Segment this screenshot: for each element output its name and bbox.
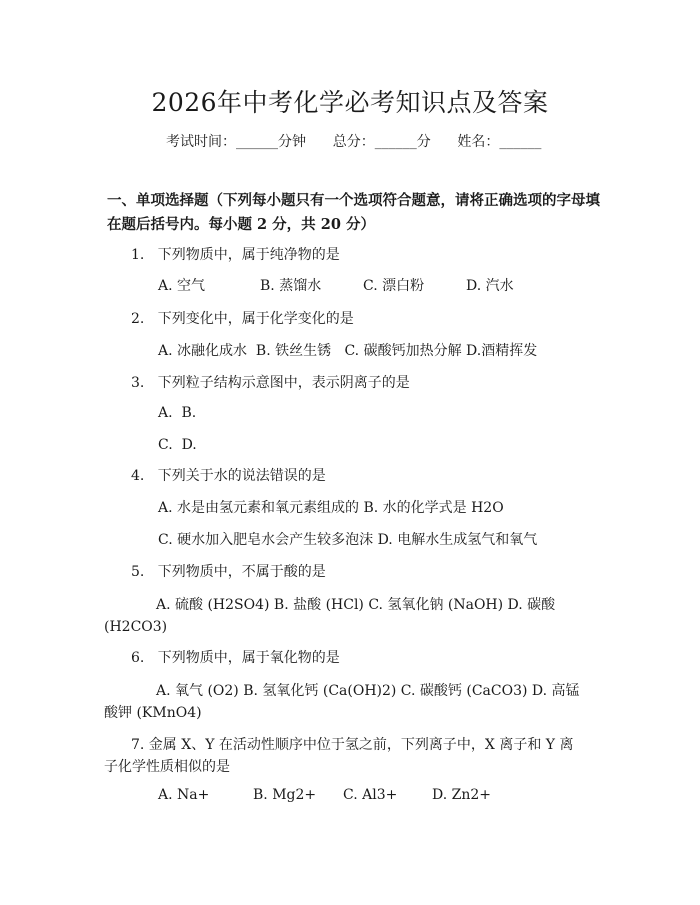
question-stem: 6. 下列物质中，属于氧化物的是 — [131, 650, 340, 666]
question-stem-paragraph — [104, 734, 584, 778]
section-heading: 一、单项选择题（下列每小题只有一个选项符合题意，请将正确选项的字母填在题后括号内。每小题 2 分，共 20 分） — [107, 192, 600, 233]
exam-time: 考试时间：______分钟 — [166, 134, 306, 150]
student-name: 姓名：______ — [457, 134, 542, 150]
option-line: A. B. — [158, 405, 197, 421]
option-d: D. 汽水 — [466, 278, 514, 294]
total-score: 总分：______分 — [332, 134, 431, 150]
option-paragraph — [104, 594, 584, 638]
option-paragraph — [104, 680, 584, 724]
question-stem: 7. 金属 X、Y 在活动性顺序中位于氢之前，下列离子中，X 离子和 Y 离子化学性质相似的是 — [104, 737, 574, 775]
option-b: B. 蒸馏水 — [260, 278, 322, 294]
option-line: A. 水是由氢元素和氧元素组成的 B. 水的化学式是 H2O — [158, 500, 504, 516]
option-line: C. D. — [158, 437, 197, 453]
option-text: A. 硫酸 (H2SO4) B. 盐酸 (HCl) C. 氢氧化钠 (NaOH) D. 碳酸 (H2CO3) — [104, 597, 556, 635]
option-c: C. Al3+ — [343, 787, 398, 803]
question-stem: 3. 下列粒子结构示意图中，表示阴离子的是 — [131, 375, 410, 391]
question-stem: 2. 下列变化中，属于化学变化的是 — [131, 311, 354, 327]
question-stem: 4. 下列关于水的说法错误的是 — [131, 468, 326, 484]
option-a: A. 空气 — [158, 278, 206, 294]
option-a: A. Na+ — [158, 787, 210, 803]
page-title: 2026年中考化学必考知识点及答案 — [151, 88, 549, 117]
option-c: C. 漂白粉 — [363, 278, 425, 294]
option-line: C. 硬水加入肥皂水会产生较多泡沫 D. 电解水生成氢气和氧气 — [158, 532, 538, 548]
option-b: B. Mg2+ — [253, 787, 317, 803]
option-text: A. 氧气 (O2) B. 氢氧化钙 (Ca(OH)2) C. 碳酸钙 (CaCO3) D. 高锰酸钾 (KMnO4) — [104, 683, 580, 721]
option-line: A. 冰融化成水 B. 铁丝生锈 C. 碳酸钙加热分解 D.酒精挥发 — [158, 343, 538, 359]
option-d: D. Zn2+ — [432, 787, 492, 803]
exam-meta — [166, 131, 541, 151]
question-stem: 1. 下列物质中，属于纯净物的是 — [131, 247, 340, 263]
question-stem: 5. 下列物质中，不属于酸的是 — [131, 564, 326, 580]
